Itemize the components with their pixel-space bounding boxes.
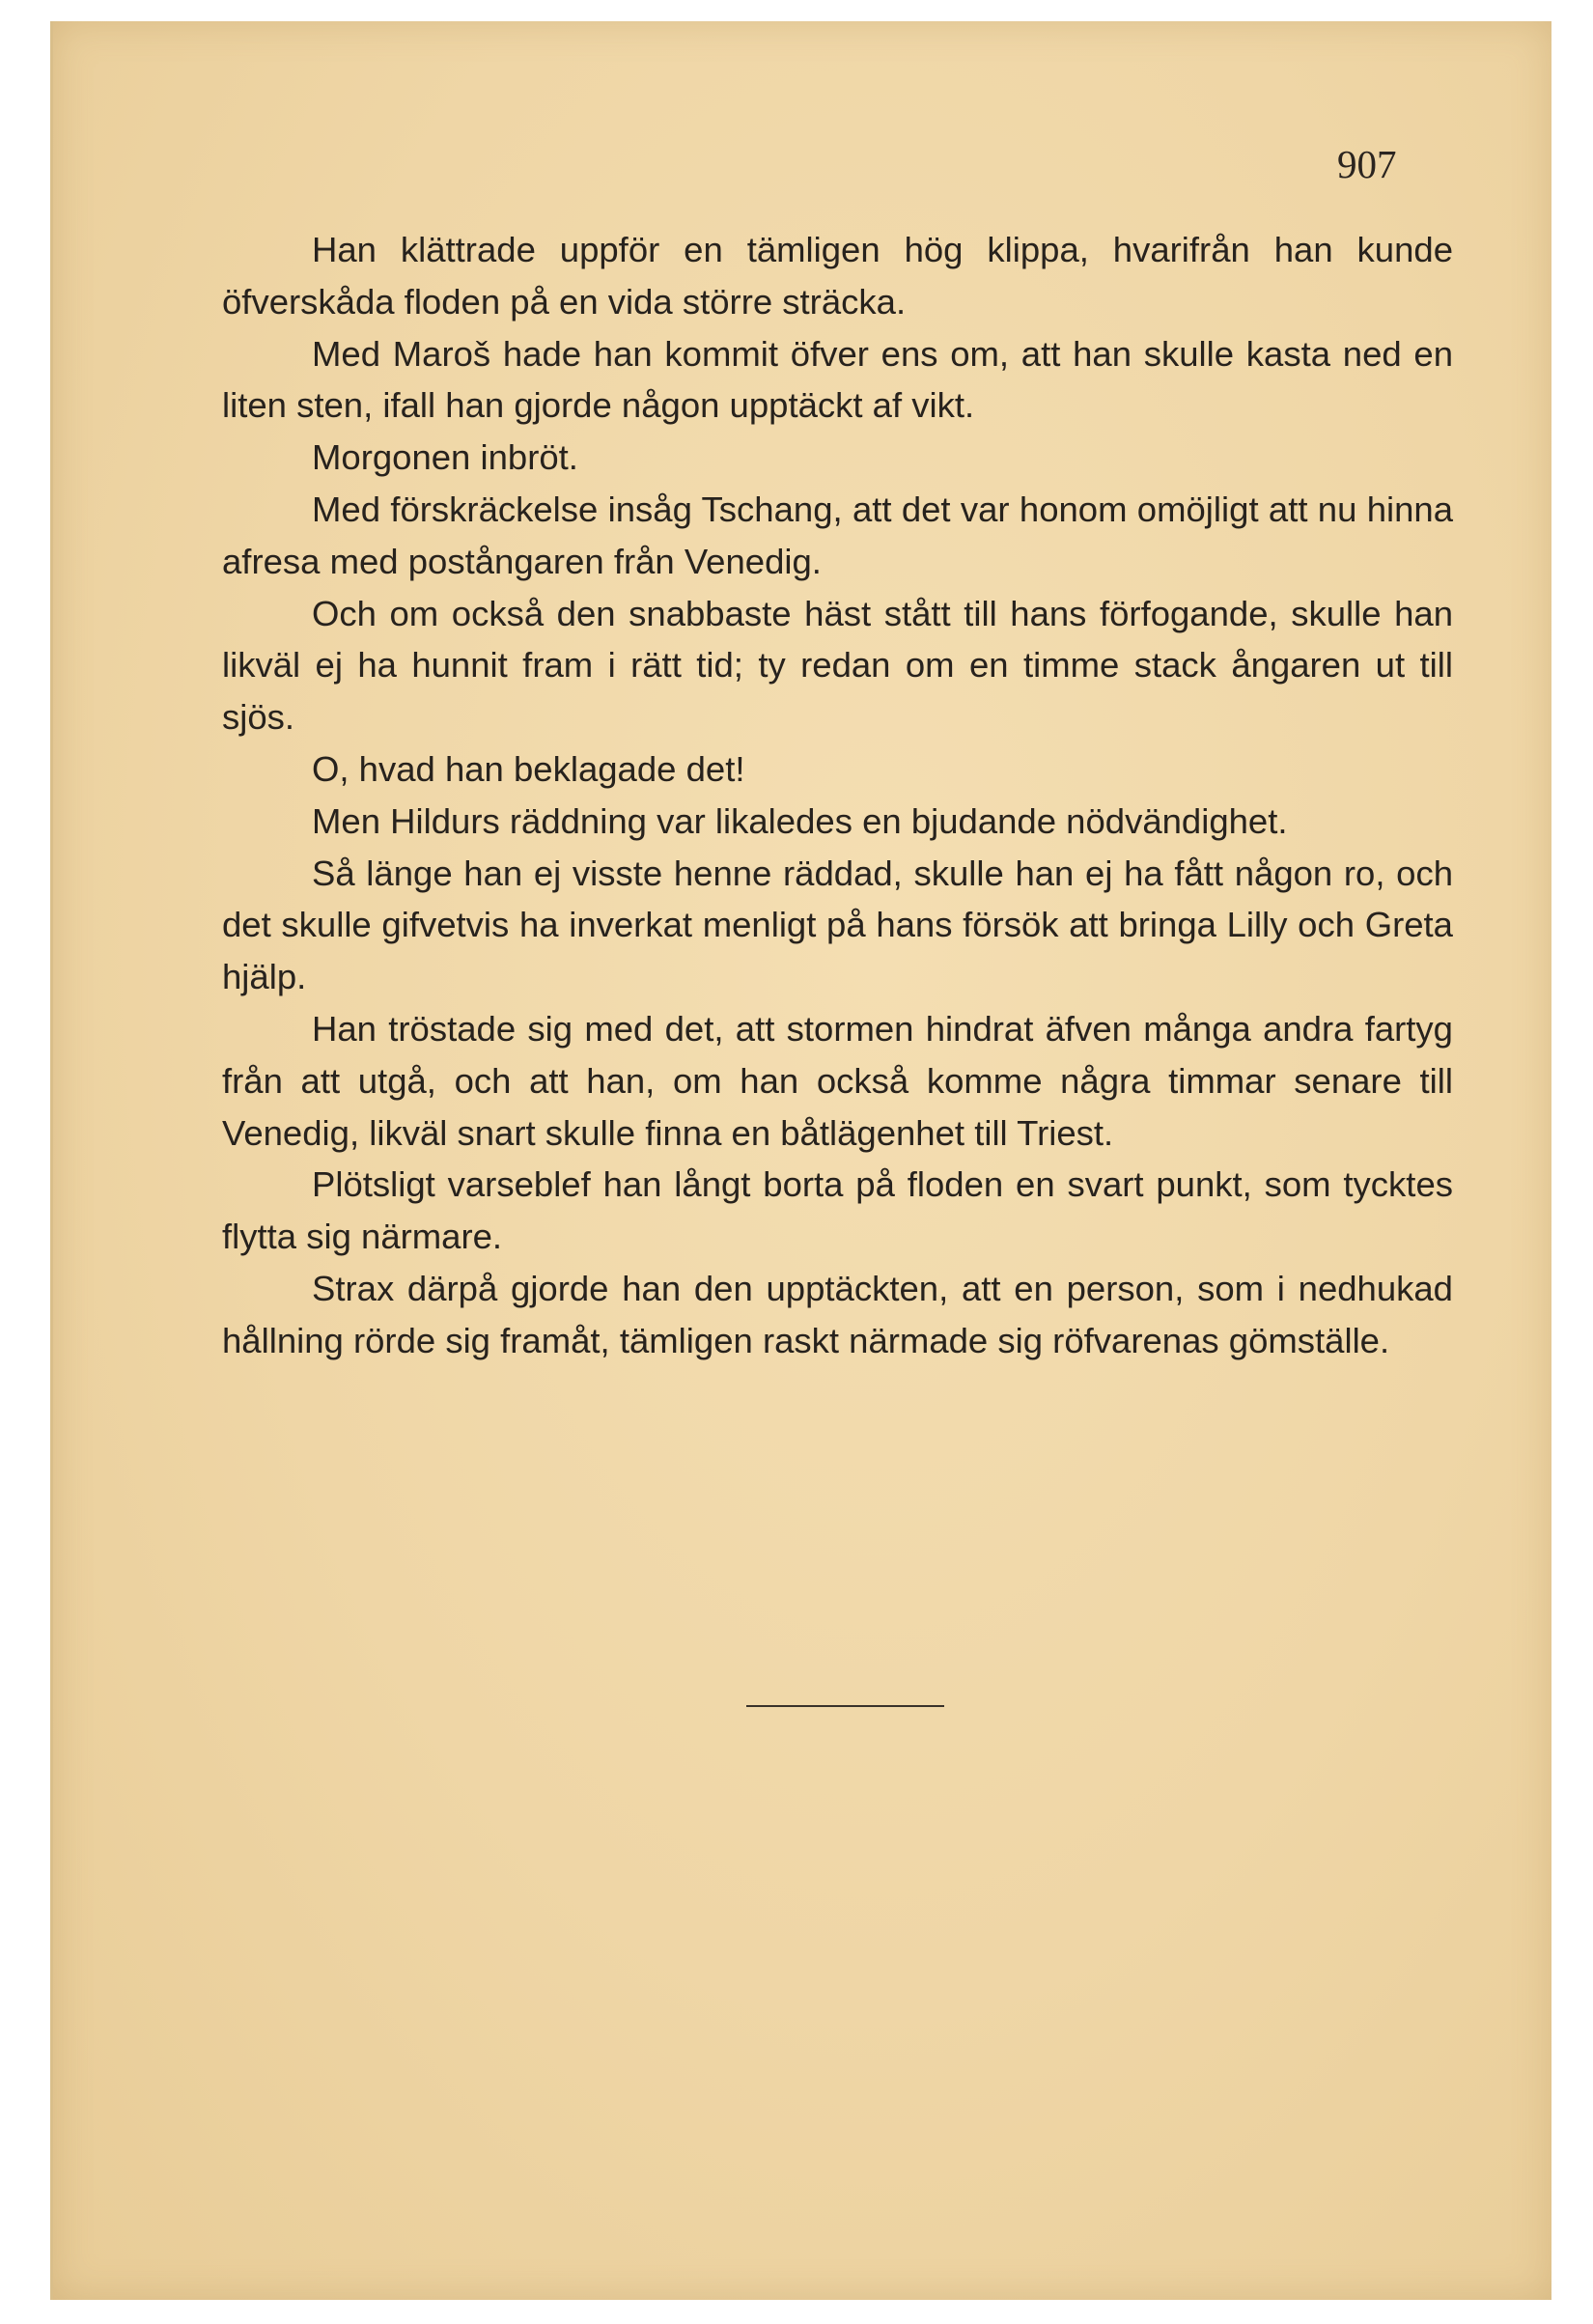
paragraph: O, hvad han beklagade det! xyxy=(312,748,745,789)
paragraph: Morgonen inbröt. xyxy=(312,437,578,478)
book-page xyxy=(50,21,1551,2300)
paragraph: Och om också den snabbaste häst stått till hans förfogande, skulle han likväl ej ha hunnit fram i rätt tid; ty redan om en timme stack ångaren ut till sjös. xyxy=(222,593,1453,738)
paragraph: Med Maroš hade han kommit öfver ens om, att han skulle kasta ned en liten sten, ifall han gjorde någon upptäckt af vikt. xyxy=(222,333,1453,426)
page-number: 907 xyxy=(1337,142,1397,186)
paragraph: Han tröstade sig med det, att stormen hindrat äfven många andra fartyg från att utgå, och att han, om han också komme några timmar senare till Venedig, likväl snart skulle finna en båtlägenhet till Triest. xyxy=(222,1008,1453,1153)
body-text xyxy=(222,224,1453,1367)
paragraph: Så länge han ej visste henne räddad, skulle han ej ha fått någon ro, och det skulle gifvetvis ha inverkat menligt på hans försök att bringa Lilly och Greta hjälp. xyxy=(222,853,1453,997)
paragraph: Med förskräckelse insåg Tschang, att det var honom omöjligt att nu hinna afresa med postångaren från Venedig. xyxy=(222,489,1453,581)
paragraph: Plötsligt varseblef han långt borta på floden en svart punkt, som tycktes flytta sig närmare. xyxy=(222,1164,1453,1257)
paragraph: Han klättrade uppför en tämligen hög klippa, hvarifrån han kunde öfverskåda floden på en vida större sträcka. xyxy=(222,230,1453,322)
section-end-rule xyxy=(746,1705,944,1707)
paragraph: Strax därpå gjorde han den upptäckten, att en person, som i nedhukad hållning rörde sig framåt, tämligen raskt närmade sig röfvarenas gömställe. xyxy=(222,1268,1453,1360)
paragraph: Men Hildurs räddning var likaledes en bjudande nödvändighet. xyxy=(312,800,1288,841)
